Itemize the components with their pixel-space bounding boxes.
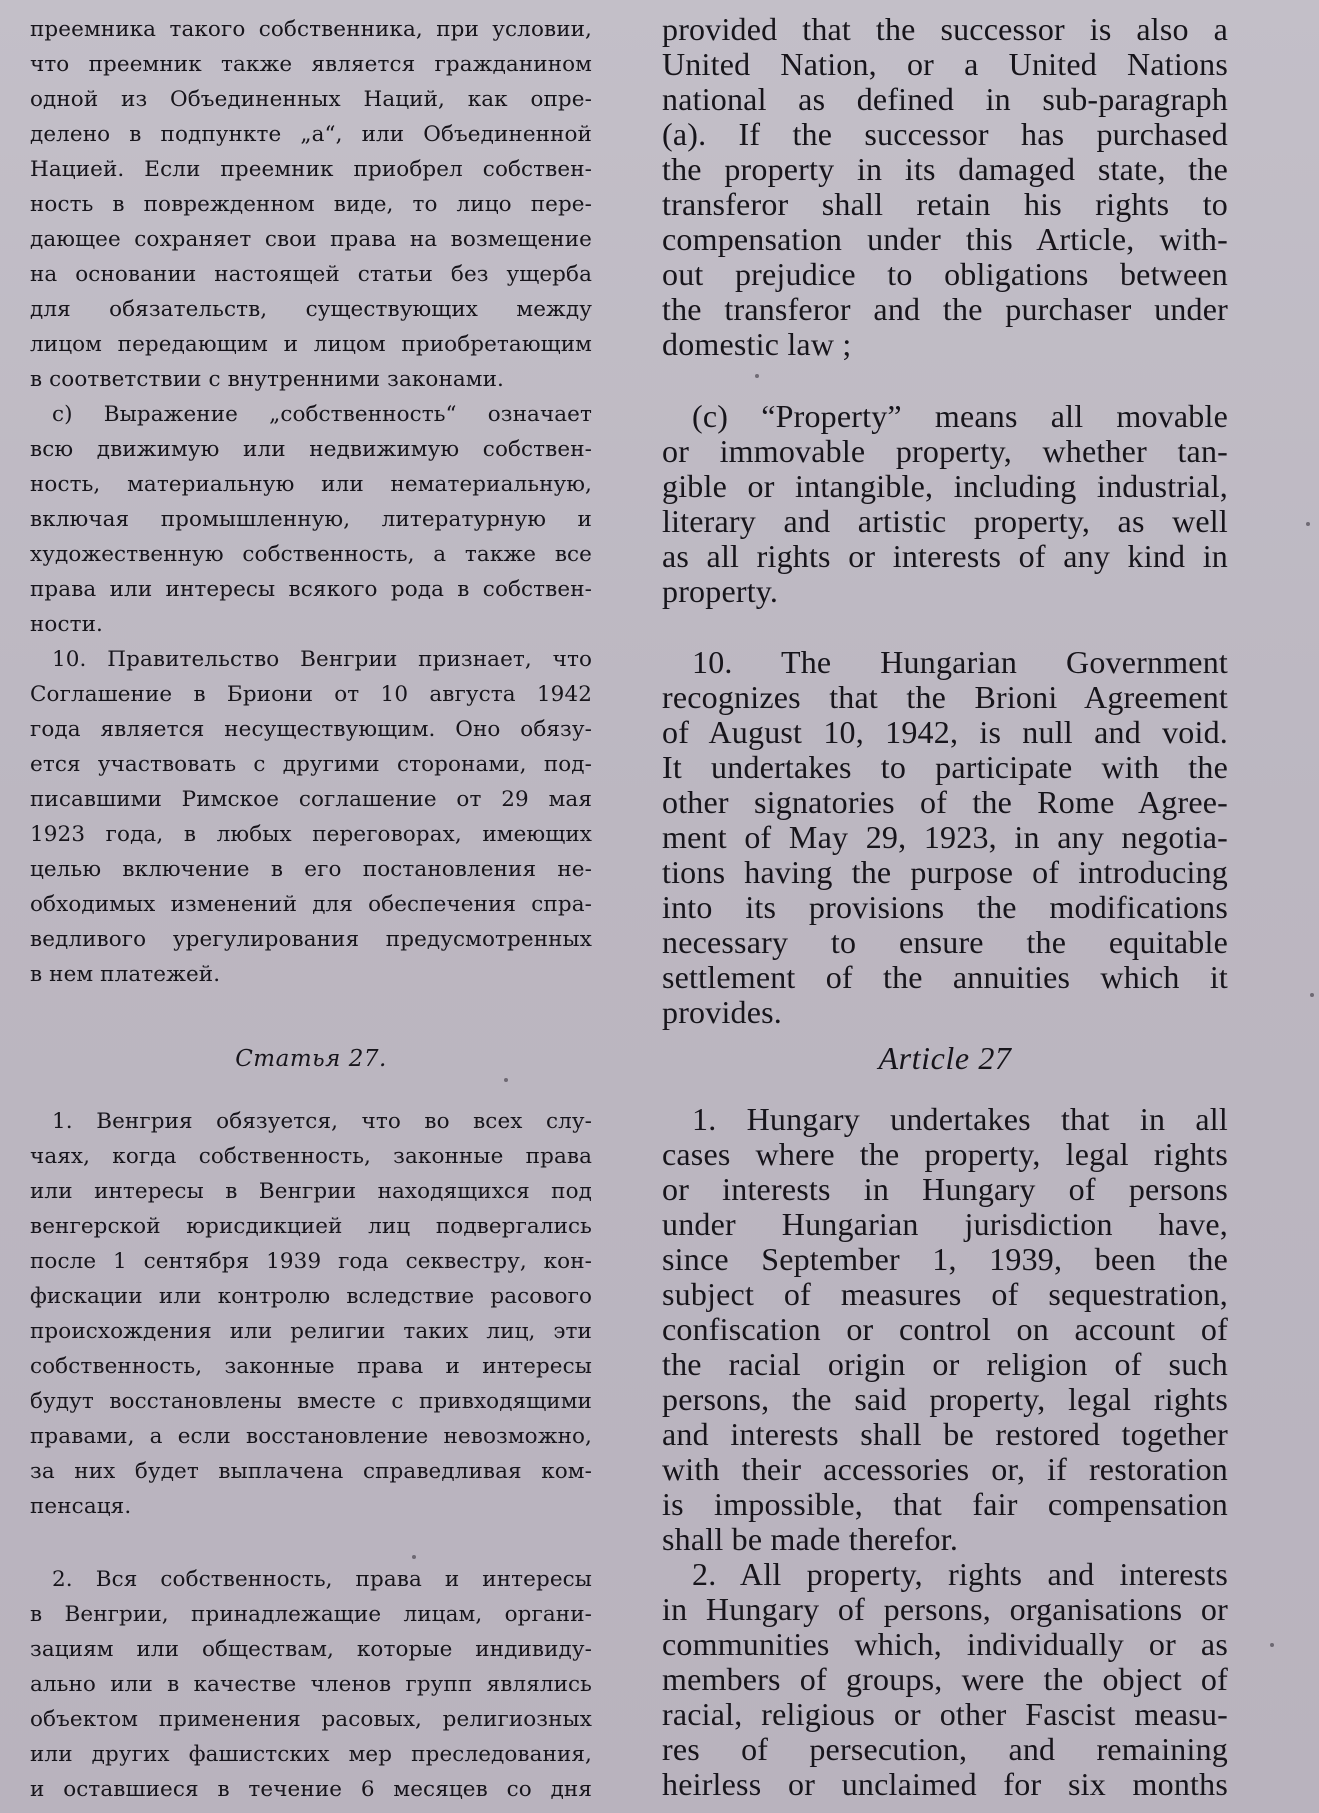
text-line: since September 1, 1939, been the <box>662 1241 1228 1277</box>
text-line: ность в поврежденном виде, то лицо пере- <box>30 192 592 217</box>
text-line: recognizes that the Brioni Agreement <box>662 679 1228 715</box>
text-line: в нем платежей. <box>30 962 221 987</box>
text-line: persons, the said property, legal rights <box>662 1381 1228 1417</box>
text-line: 10. Правительство Венгрии признает, что <box>52 647 592 672</box>
text-line: Соглашение в Бриони от 10 августа 1942 <box>30 682 592 707</box>
text-line: ально или в качестве членов групп являлись <box>30 1672 592 1697</box>
text-line: правами, а если восстановление невозможно, <box>30 1424 592 1449</box>
text-line: ment of May 29, 1923, in any negotia- <box>662 819 1228 855</box>
text-line: (a). If the successor has purchased <box>662 116 1228 152</box>
text-line: the transferor and the purchaser under <box>662 291 1228 327</box>
text-line: compensation under this Article, with- <box>662 221 1228 257</box>
text-line: of August 10, 1942, is null and void. <box>662 714 1228 750</box>
text-line: subject of measures of sequestration, <box>662 1276 1228 1312</box>
text-line: provided that the successor is also a <box>662 11 1228 47</box>
en-paragraph-successor <box>662 12 1228 362</box>
text-line: 1. Венгрия обязуется, что во всех слу- <box>52 1109 592 1134</box>
text-line: ности. <box>30 612 103 637</box>
text-line: для обязательств, существующих между <box>30 297 592 322</box>
en-paragraph-c-property <box>662 399 1228 609</box>
scan-speck <box>1310 993 1314 997</box>
text-line: что преемник также является гражданином <box>30 52 592 77</box>
text-line: confiscation or control on account of <box>662 1311 1228 1347</box>
text-line: писавшими Римское соглашение от 29 мая <box>30 787 592 812</box>
en-paragraph-10 <box>662 645 1228 1030</box>
text-line: на основании настоящей статьи без ущерба <box>30 262 592 287</box>
scan-speck <box>504 1078 508 1082</box>
text-line: 2. All property, rights and interests <box>692 1556 1228 1592</box>
scan-speck <box>412 1555 416 1559</box>
text-line: за них будет выплачена справедливая ком- <box>30 1459 592 1484</box>
text-line: или интересы в Венгрии находящихся под <box>30 1179 592 1204</box>
text-line: gible or intangible, including industrial, <box>662 468 1228 504</box>
text-line: одной из Объединенных Наций, как опре- <box>30 87 592 112</box>
text-line: в Венгрии, принадлежащие лицам, органи- <box>30 1602 592 1627</box>
scan-speck <box>755 374 759 378</box>
text-line: out prejudice to obligations between <box>662 256 1228 292</box>
text-line: the racial origin or religion of such <box>662 1346 1228 1382</box>
text-line: чаях, когда собственность, законные права <box>30 1144 592 1169</box>
ru-article-27-paragraph-2 <box>30 1562 592 1807</box>
text-line: national as defined in sub-paragraph <box>662 81 1228 117</box>
text-line: and interests shall be restored together <box>662 1416 1228 1452</box>
en-article-27-paragraph-2 <box>662 1557 1228 1802</box>
text-line: provides. <box>662 994 783 1030</box>
text-line: 1923 года, в любых переговорах, имеющих <box>30 822 592 847</box>
text-line: racial, religious or other Fascist measu- <box>662 1696 1228 1732</box>
text-line: into its provisions the modifications <box>662 889 1228 925</box>
text-line: происхождения или религии таких лиц, эти <box>30 1319 592 1344</box>
text-line: or immovable property, whether tan- <box>662 433 1228 469</box>
text-line: дающее сохраняет свои права на возмещение <box>30 227 592 252</box>
text-line: cases where the property, legal rights <box>662 1136 1228 1172</box>
ru-article-27-paragraph-1 <box>30 1104 592 1524</box>
text-line: property. <box>662 573 779 609</box>
text-line: или других фашистских мер преследования, <box>30 1742 592 1767</box>
text-line: права или интересы всякого рода в собствен- <box>30 577 592 602</box>
text-line: necessary to ensure the equitable <box>662 924 1228 960</box>
text-line: делено в подпункте „а“, или Объединенной <box>30 122 592 147</box>
text-line: целью включение в его постановления не- <box>30 857 592 882</box>
text-line: is impossible, that fair compensation <box>662 1486 1228 1522</box>
text-line: shall be made therefor. <box>662 1521 959 1557</box>
text-line: в соответствии с внутренними законами. <box>30 367 504 392</box>
scan-speck <box>1306 522 1310 526</box>
en-article-27-heading: Article 27 <box>878 1040 1012 1076</box>
text-line: United Nation, or a United Nations <box>662 46 1228 82</box>
text-line: ется участвовать с другими сторонами, под- <box>30 752 592 777</box>
text-line: года является несуществующим. Оно обязу- <box>30 717 592 742</box>
text-line: обходимых изменений для обеспечения спра- <box>30 892 592 917</box>
text-line: 1. Hungary undertakes that in all <box>692 1101 1228 1137</box>
text-line: пенсаця. <box>30 1494 132 1519</box>
text-line: ведливого урегулирования предусмотренных <box>30 927 592 952</box>
text-line: in Hungary of persons, organisations or <box>662 1591 1228 1627</box>
text-line: лицом передающим и лицом приобретающим <box>30 332 592 357</box>
text-line: всю движимую или недвижимую собствен- <box>30 437 592 462</box>
text-line: венгерской юрисдикцией лиц подвергались <box>30 1214 592 1239</box>
text-line: It undertakes to participate with the <box>662 749 1228 785</box>
text-line: (c) “Property” means all movable <box>692 398 1228 434</box>
text-line: 10. The Hungarian Government <box>692 644 1228 680</box>
text-line: включая промышленную, литературную и <box>30 507 592 532</box>
text-line: объектом применения расовых, религиозных <box>30 1707 592 1732</box>
text-line: heirless or unclaimed for six months <box>662 1766 1228 1802</box>
scan-speck <box>1270 1643 1274 1647</box>
text-line: 2. Вся собственность, права и интересы <box>52 1567 592 1592</box>
text-line: transferor shall retain his rights to <box>662 186 1228 222</box>
text-line: собственность, законные права и интересы <box>30 1354 592 1379</box>
ru-paragraph-successor <box>30 12 592 397</box>
text-line: после 1 сентября 1939 года секвестру, кон- <box>30 1249 592 1274</box>
text-line: tions having the purpose of introducing <box>662 854 1228 890</box>
text-line: фискации или контролю вследствие расового <box>30 1284 592 1309</box>
ru-article-27-heading: Статья 27. <box>235 1046 387 1072</box>
text-line: settlement of the annuities which it <box>662 959 1228 995</box>
en-article-27-paragraph-1 <box>662 1102 1228 1557</box>
ru-paragraph-c-property <box>30 397 592 642</box>
text-line: res of persecution, and remaining <box>662 1731 1228 1767</box>
text-line: members of groups, were the object of <box>662 1661 1228 1697</box>
text-line: domestic law ; <box>662 326 852 362</box>
text-line: c) Выражение „собственность“ означает <box>52 402 592 427</box>
text-line: as all rights or interests of any kind in <box>662 538 1228 574</box>
ru-paragraph-10 <box>30 642 592 992</box>
text-line: literary and artistic property, as well <box>662 503 1228 539</box>
text-line: ность, материальную или нематериальную, <box>30 472 592 497</box>
text-line: зациям или обществам, которые индивиду- <box>30 1637 592 1662</box>
text-line: и оставшиеся в течение 6 месяцев со дня <box>30 1777 592 1802</box>
text-line: the property in its damaged state, the <box>662 151 1228 187</box>
text-line: or interests in Hungary of persons <box>662 1171 1228 1207</box>
text-line: Нацией. Если преемник приобрел собствен- <box>30 157 592 182</box>
text-line: преемника такого собственника, при условии, <box>30 17 592 42</box>
text-line: communities which, individually or as <box>662 1626 1228 1662</box>
text-line: other signatories of the Rome Agree- <box>662 784 1228 820</box>
text-line: with their accessories or, if restoration <box>662 1451 1228 1487</box>
text-line: будут восстановлены вместе с привходящими <box>30 1389 592 1414</box>
text-line: художественную собственность, а также все <box>30 542 592 567</box>
text-line: under Hungarian jurisdiction have, <box>662 1206 1228 1242</box>
